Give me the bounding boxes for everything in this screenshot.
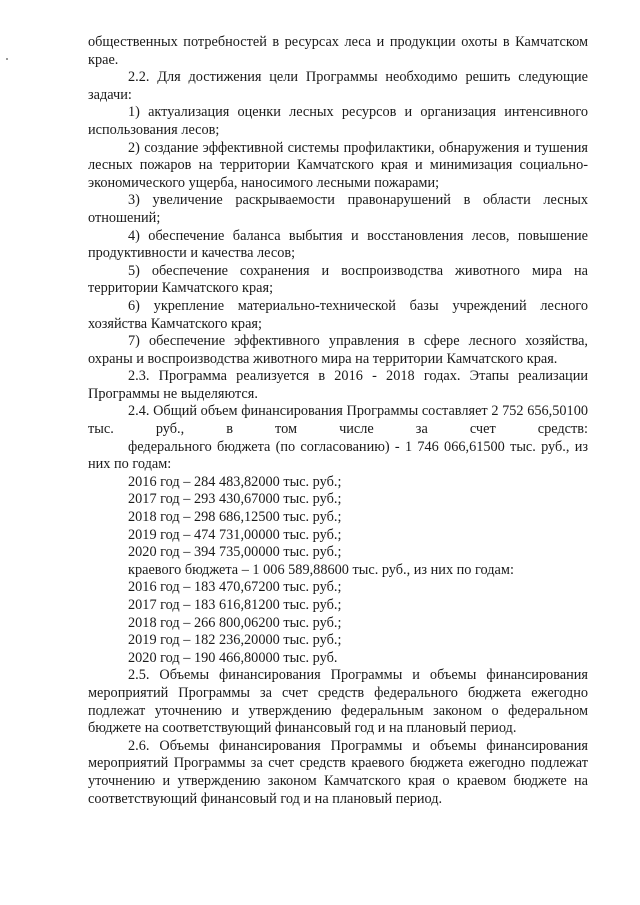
federal-year-line: 2020 год – 394 735,00000 тыс. руб.; xyxy=(128,544,342,561)
paragraph-2-6: 2.6. Объемы финансирования Программы и объемы финансирования мероприятий Программы за счет средств краевого бюджета ежегодно подлежат уточнению и утверждению законом Камчатского края о краевом бюджете на соответствующий финансовый год и на плановый период. xyxy=(88,737,588,807)
task-item: 3) увеличение раскрываемости правонарушений в области лесных отношений; xyxy=(88,192,588,226)
federal-year-line: 2018 год – 298 686,12500 тыс. руб.; xyxy=(128,509,342,526)
federal-year-line: 2017 год – 293 430,67000 тыс. руб.; xyxy=(128,491,342,508)
federal-year-line: 2019 год – 474 731,00000 тыс. руб.; xyxy=(128,526,342,543)
scan-mark xyxy=(6,58,8,60)
task-item: 7) обеспечение эффективного управления в сфере лесного хозяйства, охраны и воспроизводства животного мира на территории Камчатского края. xyxy=(88,333,588,367)
paragraph-2-3: 2.3. Программа реализуется в 2016 - 2018 годах. Этапы реализации Программы не выделяются. xyxy=(88,368,588,402)
regional-year-line: 2020 год – 190 466,80000 тыс. руб. xyxy=(128,649,338,666)
document-page xyxy=(88,34,588,808)
task-item: 4) обеспечение баланса выбытия и восстановления лесов, повышение продуктивности и качества лесов; xyxy=(88,227,588,262)
task-item: 2) создание эффективной системы профилактики, обнаружения и тушения лесных пожаров на территории Камчатского края и минимизация социально-экономического ущерба, наносимого лесными пожарами; xyxy=(88,139,588,191)
regional-budget-intro: краевого бюджета – 1 006 589,88600 тыс. руб., из них по годам: xyxy=(128,561,514,578)
task-item: 5) обеспечение сохранения и воспроизводства животного мира на территории Камчатского края; xyxy=(88,262,588,297)
intro-paragraph: общественных потребностей в ресурсах леса и продукции охоты в Камчатском крае. xyxy=(88,34,588,68)
regional-year-line: 2018 год – 266 800,06200 тыс. руб.; xyxy=(128,614,342,631)
federal-year-line: 2016 год – 284 483,82000 тыс. руб.; xyxy=(128,473,342,490)
paragraph-2-4: 2.4. Общий объем финансирования Программы составляет 2 752 656,50100 тыс. руб., в том числе за счет средств: xyxy=(88,403,588,438)
task-item: 1) актуализация оценки лесных ресурсов и организация интенсивного использования лесов; xyxy=(88,104,588,138)
regional-year-line: 2019 год – 182 236,20000 тыс. руб.; xyxy=(128,632,342,649)
federal-budget-intro: федерального бюджета (по согласованию) - 1 746 066,61500 тыс. руб., из них по годам: xyxy=(88,438,588,473)
paragraph-2-2: 2.2. Для достижения цели Программы необходимо решить следующие задачи: xyxy=(88,69,588,103)
regional-year-line: 2016 год – 183 470,67200 тыс. руб.; xyxy=(128,579,342,596)
task-item: 6) укрепление материально-технической базы учреждений лесного хозяйства Камчатского края; xyxy=(88,297,588,332)
paragraph-2-5: 2.5. Объемы финансирования Программы и объемы финансирования мероприятий Программы за счет средств федерального бюджета ежегодно подлежат уточнению и утверждению федеральным законом о федеральном бюджете на соответствующий финансовый год и на плановый период. xyxy=(88,667,588,737)
regional-year-line: 2017 год – 183 616,81200 тыс. руб.; xyxy=(128,597,342,613)
